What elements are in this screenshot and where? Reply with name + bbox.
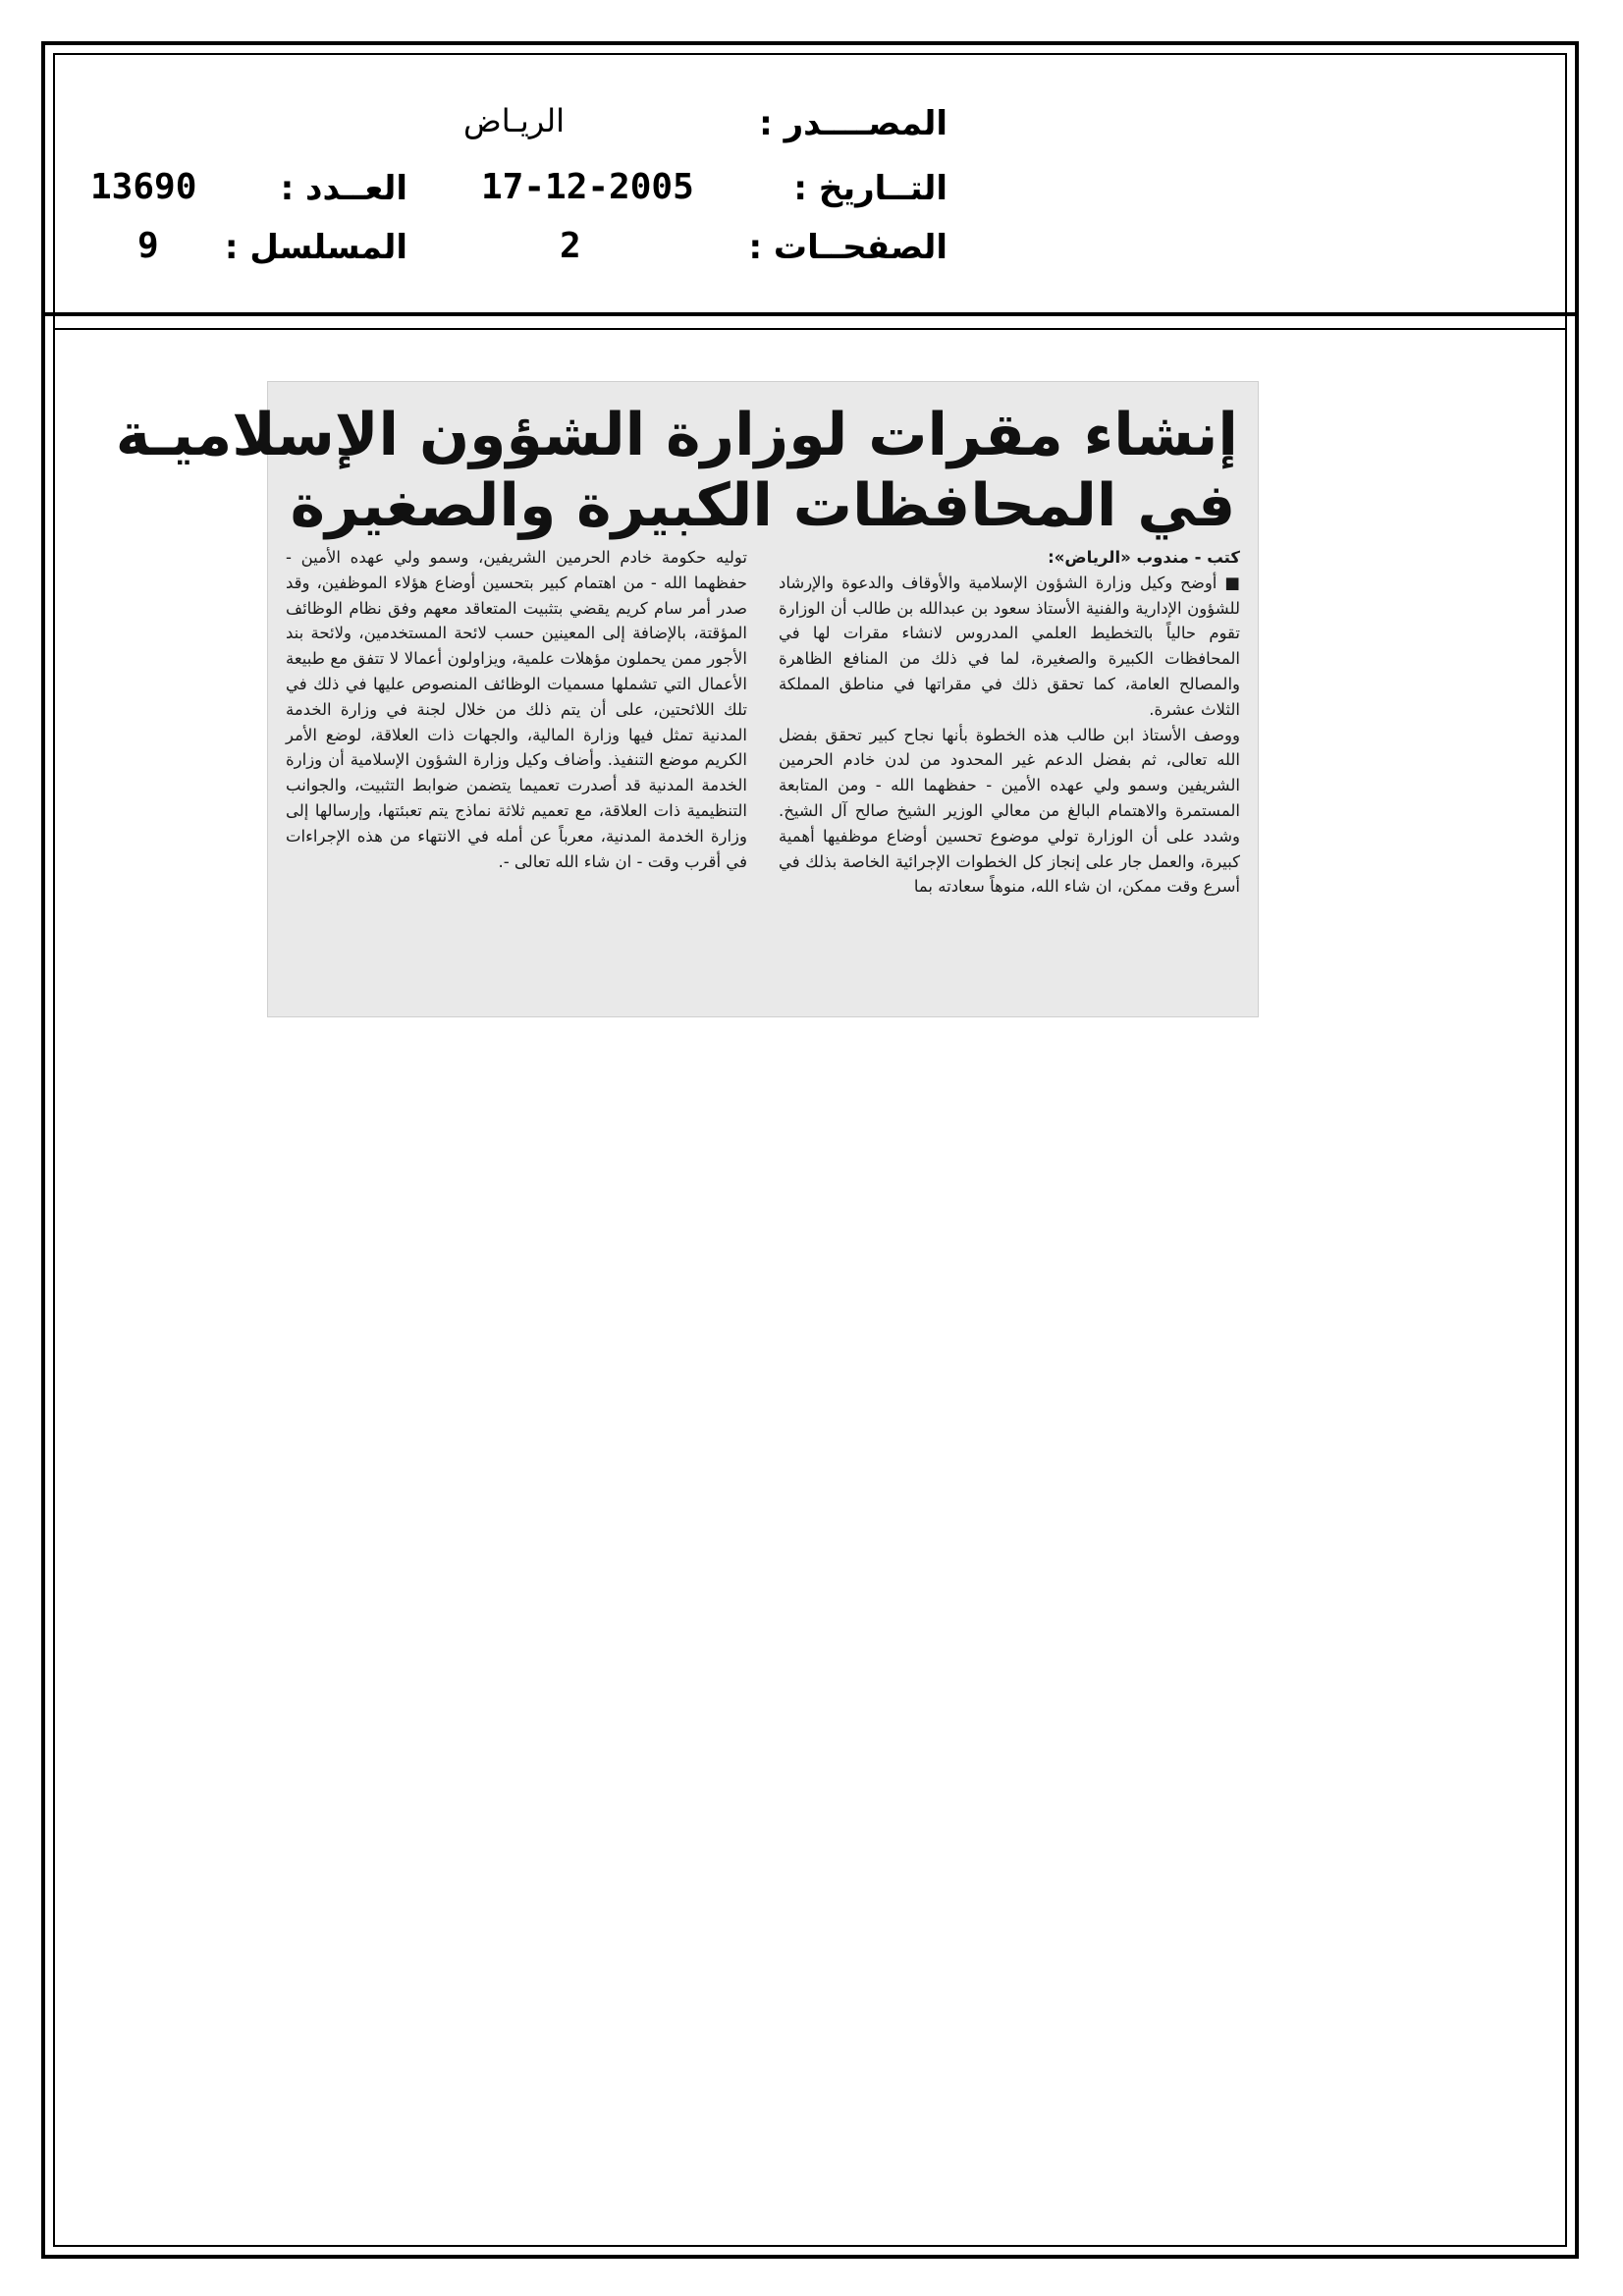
newspaper-clipping [115,381,1259,1017]
article-paragraph: ووصف الأستاذ ابن طالب هذه الخطوة بأنها نجاح كبير تحقق بفضل الله تعالى، ثم بفضل الدعم غير المحدود من لدن خادم الحرمين الشريفين وسمو ولي عهده الأمين - حفظهما الله - ومن المتابعة المستمرة والاهتمام البالغ من معالي الوزير الشيخ صالح آل الشيخ. وشدد على أن الوزارة تولي موضوع تحسين أوضاع موظفيها أهمية كبيرة، والعمل جار على إنجاز كل الخطوات الإجرائية الخاصة بذلك في أسرع وقت ممكن، ان شاء الله، منوهاً سعادته بما [779,725,1240,897]
article-paragraph: ■ أوضح وكيل وزارة الشؤون الإسلامية والأوقاف والدعوة والإرشاد للشؤون الإدارية والفنية الأستاذ سعود بن عبدالله بن طالب أن الوزارة تقوم حالياً بالتخطيط العلمي المدروس لانشاء مقرات لها في المحافظات الكبيرة والصغيرة، لما في ذلك من المنافع الظاهرة والمصالح العامة، كما تحقق ذلك في مقراتها في مناطق المملكة الثلاث عشرة. [779,573,1240,719]
article-column-right [779,545,1240,900]
pages-value: 2 [560,226,581,266]
issue-label: العــدد : [280,169,407,208]
article-column-left [286,545,747,874]
source-label: المصــــدر : [759,104,947,143]
article-paragraph: توليه حكومة خادم الحرمين الشريفين، وسمو ولي عهده الأمين - حفظهما الله - من اهتمام كبير بتحسين أوضاع هؤلاء الموظفين، وقد صدر أمر سام كريم يقضي بتثبيت المتعاقد معهم وفق نظام الوظائف المؤقتة، بالإضافة إلى المعينين حسب لائحة المستخدمين، ولائحة بند الأجور ممن يحملون مؤهلات علمية، ويزاولون أعمالا لا تتفق مع طبيعة الأعمال التي تشملها مسميات الوظائف المنصوص عليها في ذلك في تلك اللائحتين، على أن يتم ذلك من خلال لجنة في وزارة الخدمة المدنية تمثل فيها وزارة المالية، والجهات ذات العلاقة، لوضع الأمر الكريم موضع التنفيذ. وأضاف وكيل وزارة الشؤون الإسلامية أن وزارة الخدمة المدنية قد أصدرت تعميما يتضمن ضوابط التثبيت، والجوانب التنظيمية ذات العلاقة، مع تعميم ثلاثة نماذج يتم تعبئتها، وإرسالها إلى وزارة الخدمة المدنية، معرباً عن أمله في الانتهاء من هذه الإجراءات في أقرب وقت - ان شاء الله تعالى -. [286,548,747,871]
headline-line-1: إنشاء مقرات لوزارة الشؤون الإسلاميـة [115,401,1238,469]
header-divider [41,312,1579,316]
issue-value: 13690 [90,167,197,207]
serial-label: المسلسل : [224,228,407,267]
article-byline: كتب - مندوب «الرياض»: [1048,548,1240,567]
source-value: الريـاض [463,102,566,139]
headline-line-2: في المحافظات الكبيرة والصغيرة [290,471,1236,540]
date-value: 17-12-2005 [481,167,694,207]
header-divider-inner [53,328,1567,330]
pages-label: الصفحــات : [748,228,947,267]
serial-value: 9 [137,226,159,266]
date-label: التــاريخ : [793,169,947,208]
